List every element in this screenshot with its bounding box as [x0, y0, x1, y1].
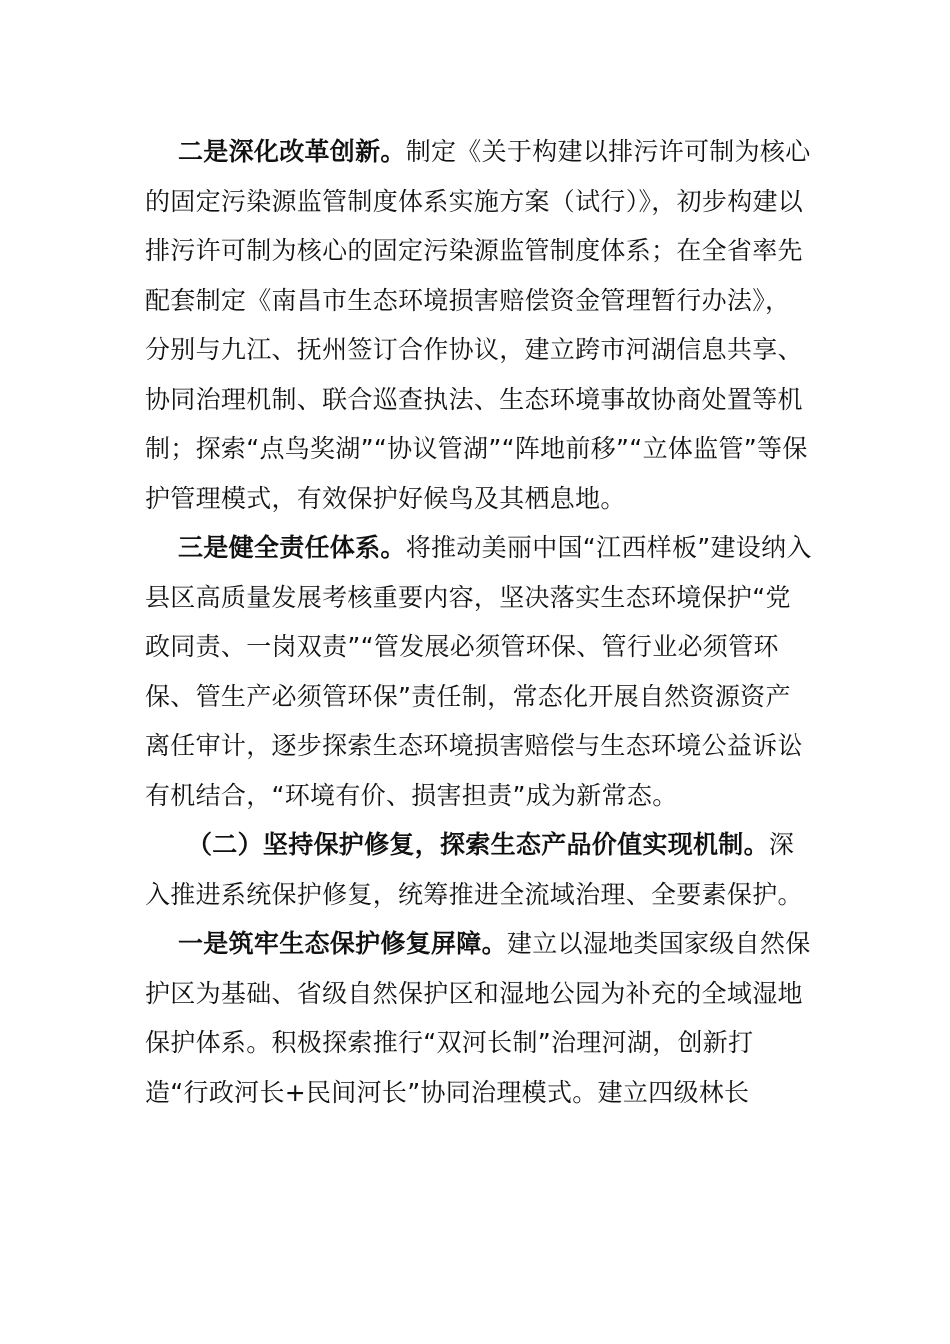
- section-heading-protection-restoration: [145, 820, 815, 919]
- document-body: [145, 127, 815, 1117]
- paragraph-heading: 一是筑牢生态保护修复屏障。: [178, 929, 507, 958]
- paragraph-deepen-reform: [145, 127, 815, 523]
- section-heading: （二）坚持保护修复，探索生态产品价值实现机制。: [187, 830, 769, 859]
- paragraph-ecological-barrier: [145, 919, 815, 1117]
- paragraph-heading: 三是健全责任体系。: [178, 533, 406, 562]
- paragraph-responsibility-system: [145, 523, 815, 820]
- paragraph-text: 建立以湿地类国家级自然保护区为基础、省级自然保护区和湿地公园为补充的全域湿地保护体系。积极探索推行“双河长制”治理河湖，创新打造“行政河长+民间河长”协同治理模式。建立四级林长: [145, 929, 811, 1107]
- paragraph-heading: 二是深化改革创新。: [178, 137, 406, 166]
- paragraph-text: 将推动美丽中国“江西样板”建设纳入县区高质量发展考核重要内容，坚决落实生态环境保护“党政同责、一岗双责”“管发展必须管环保、管行业必须管环保、管生产必须管环保”责任制，常态化开展自然资源资产离任审计，逐步探索生态环境损害赔偿与生态环境公益诉讼有机结合，“环境有价、损害担责”成为新常态。: [145, 533, 812, 810]
- paragraph-text: 制定《关于构建以排污许可制为核心的固定污染源监管制度体系实施方案（试行）》，初步构建以排污许可制为核心的固定污染源监管制度体系；在全省率先配套制定《南昌市生态环境损害赔偿资金管理暂行办法》，分别与九江、抚州签订合作协议，建立跨市河湖信息共享、协同治理机制、联合巡查执法、生态环境事故协商处置等机制；探索“点鸟奖湖”“协议管湖”“阵地前移”“立体监管”等保护管理模式，有效保护好候鸟及其栖息地。: [145, 137, 811, 513]
- paragraph-text: 深入推进系统保护修复，统筹推进全流域治理、全要素保护。: [145, 830, 803, 909]
